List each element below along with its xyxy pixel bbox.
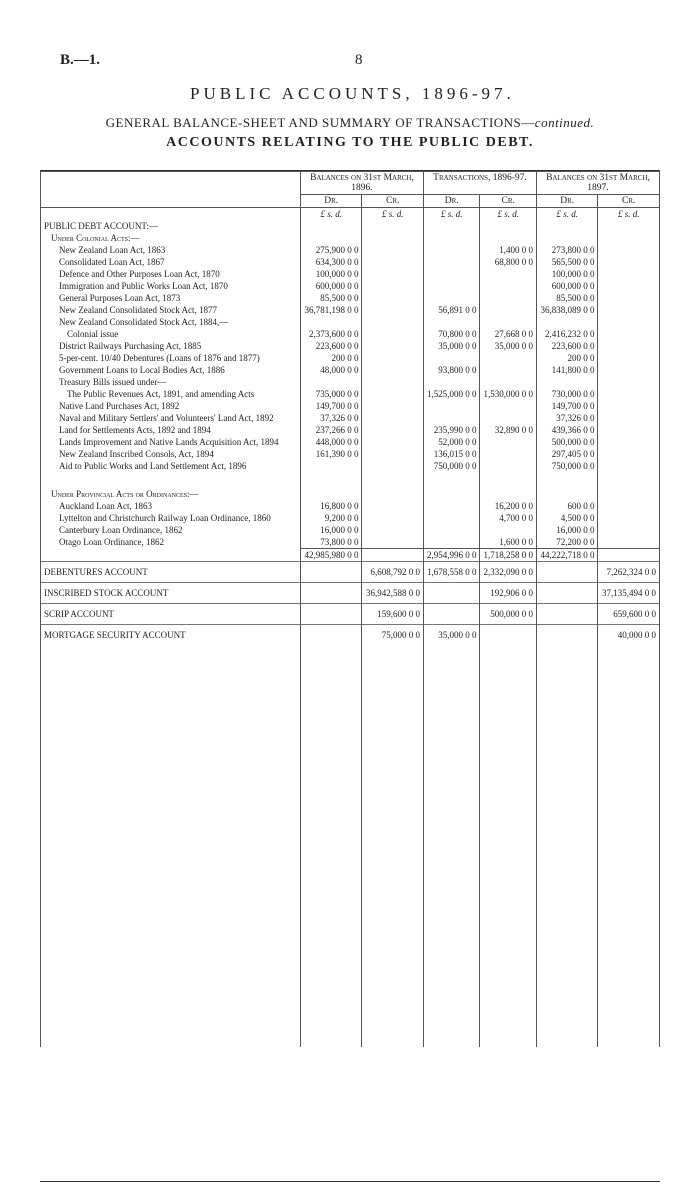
transactions-cr-cell: 27,668 0 0: [480, 328, 537, 340]
dr-1897-cell: 223,600 0 0: [536, 340, 598, 352]
units-label: £ s. d.: [362, 208, 424, 221]
dr-1897-cell: 85,500 0 0: [536, 292, 598, 304]
transactions-dr-cell: 1,525,000 0 0: [423, 388, 480, 400]
transactions-dr-cell: [423, 352, 480, 364]
transactions-cr-cell: [480, 412, 537, 424]
units-label: £ s. d.: [423, 208, 480, 221]
transactions-cr-cell: 2,332,090 0 0: [480, 562, 537, 583]
transactions-cr-cell: 1,400 0 0: [480, 244, 537, 256]
row-label: INSCRIBED STOCK ACCOUNT: [41, 583, 301, 604]
transactions-cr-cell: [480, 352, 537, 364]
dr-1896-cell: 237,266 0 0: [300, 424, 362, 436]
transactions-dr-cell: 70,800 0 0: [423, 328, 480, 340]
table-row: [41, 388, 660, 400]
cr-1896-cell: 6,608,792 0 0: [362, 562, 424, 583]
dr-1896-cell: 16,000 0 0: [300, 524, 362, 536]
dr-1896-cell: 200 0 0: [300, 352, 362, 364]
transactions-dr-cell: [423, 268, 480, 280]
dr-1896-cell: 9,200 0 0: [300, 512, 362, 524]
dr-1897-cell: 100,000 0 0: [536, 268, 598, 280]
dr-1897-cell: 297,405 0 0: [536, 448, 598, 460]
table-row: [41, 512, 660, 524]
cr-header: Cr.: [480, 195, 537, 208]
dr-1897-cell: 439,366 0 0: [536, 424, 598, 436]
dr-1896-cell: 36,781,198 0 0: [300, 304, 362, 316]
row-label: Lands Improvement and Native Lands Acquisition Act, 1894: [41, 436, 301, 448]
dr-1897-cell: 200 0 0: [536, 352, 598, 364]
cr-1896-cell: 159,600 0 0: [362, 604, 424, 625]
table-row: [41, 256, 660, 268]
transactions-dr-cell: [423, 244, 480, 256]
section-title: ACCOUNTS RELATING TO THE PUBLIC DEBT.: [166, 135, 534, 150]
table-row: [41, 316, 660, 328]
dr-1896-cell: 100,000 0 0: [300, 268, 362, 280]
provincial-acts-heading: Under Provincial Acts or Ordinances:—: [41, 488, 301, 500]
mortgage-security-account-row: [41, 625, 660, 646]
transactions-dr-cell: 750,000 0 0: [423, 460, 480, 472]
transactions-cr-cell: 35,000 0 0: [480, 340, 537, 352]
transactions-cr-cell: [480, 436, 537, 448]
transactions-cr-cell: 68,800 0 0: [480, 256, 537, 268]
cr-header: Cr.: [598, 195, 660, 208]
transactions-dr-cell: 136,015 0 0: [423, 448, 480, 460]
transactions-dr-cell: 56,891 0 0: [423, 304, 480, 316]
dr-1897-cell: 16,000 0 0: [536, 524, 598, 536]
table-row: [41, 524, 660, 536]
row-label: Native Land Purchases Act, 1892: [41, 400, 301, 412]
dr-header: Dr.: [423, 195, 480, 208]
transactions-cr-cell: [480, 448, 537, 460]
page-reference: B.—1.: [60, 52, 101, 68]
title-block: [40, 115, 660, 151]
transactions-dr-cell: [423, 524, 480, 536]
transactions-cr-cell: [480, 292, 537, 304]
row-label: New Zealand Consolidated Stock Act, 1884,—: [41, 316, 301, 328]
row-label: New Zealand Inscribed Consols, Act, 1894: [41, 448, 301, 460]
transactions-dr-cell: 235,990 0 0: [423, 424, 480, 436]
label-column-header: [41, 172, 301, 208]
main-title: GENERAL BALANCE-SHEET AND SUMMARY OF TRANSACTIONS—continued.: [105, 115, 595, 130]
row-label: SCRIP ACCOUNT: [41, 604, 301, 625]
dr-1896-cell: [300, 460, 362, 472]
transactions-dr-cell: [423, 412, 480, 424]
dr-1897-cell: 141,800 0 0: [536, 364, 598, 376]
dr-header: Dr.: [536, 195, 598, 208]
total-dr-1896: 42,985,980 0 0: [300, 549, 362, 562]
total-dr-1897: 44,222,718 0 0: [536, 549, 598, 562]
transactions-dr-cell: [423, 292, 480, 304]
dr-1896-cell: 2,373,600 0 0: [300, 328, 362, 340]
cr-1896-cell: 75,000 0 0: [362, 625, 424, 646]
dr-1897-cell: 500,000 0 0: [536, 436, 598, 448]
filler-row: [41, 645, 660, 1047]
main-title-continued: continued.: [534, 115, 595, 130]
cr-header: Cr.: [362, 195, 424, 208]
row-label: Aid to Public Works and Land Settlement Act, 1896: [41, 460, 301, 472]
subsection-heading: [41, 488, 660, 500]
row-label: MORTGAGE SECURITY ACCOUNT: [41, 625, 301, 646]
transactions-cr-cell: 1,600 0 0: [480, 536, 537, 549]
row-label: Canterbury Loan Ordinance, 1862: [41, 524, 301, 536]
table-row: [41, 268, 660, 280]
debentures-account-row: [41, 562, 660, 583]
dr-1896-cell: 73,800 0 0: [300, 536, 362, 549]
page-number: 8: [355, 52, 363, 68]
row-label: Consolidated Loan Act, 1867: [41, 256, 301, 268]
cr-1897-cell: 40,000 0 0: [598, 625, 660, 646]
transactions-dr-cell: 52,000 0 0: [423, 436, 480, 448]
row-label: Land for Settlements Acts, 1892 and 1894: [41, 424, 301, 436]
subsection-heading: [41, 232, 660, 244]
row-label: Colonial issue: [41, 328, 301, 340]
dr-1896-cell: 735,000 0 0: [300, 388, 362, 400]
scrip-account-row: [41, 604, 660, 625]
row-label: Lyttelton and Christchurch Railway Loan Ordinance, 1860: [41, 512, 301, 524]
table-row: [41, 424, 660, 436]
cr-1896-cell: 36,942,588 0 0: [362, 583, 424, 604]
transactions-dr-cell: [423, 400, 480, 412]
row-label: Treasury Bills issued under—: [41, 376, 301, 388]
transactions-cr-cell: [480, 268, 537, 280]
table-row: [41, 436, 660, 448]
row-label: Auckland Loan Act, 1863: [41, 500, 301, 512]
row-label: New Zealand Consolidated Stock Act, 1877: [41, 304, 301, 316]
transactions-cr-cell: 4,700 0 0: [480, 512, 537, 524]
dr-1897-cell: 600,000 0 0: [536, 280, 598, 292]
transactions-dr-cell: [423, 500, 480, 512]
dr-header: Dr.: [300, 195, 362, 208]
units-row: [41, 208, 660, 221]
row-label: DEBENTURES ACCOUNT: [41, 562, 301, 583]
row-label: The Public Revenues Act, 1891, and amending Acts: [41, 388, 301, 400]
transactions-dr-cell: 93,800 0 0: [423, 364, 480, 376]
dr-1897-cell: 730,000 0 0: [536, 388, 598, 400]
table-row: [41, 364, 660, 376]
transactions-cr-cell: [480, 460, 537, 472]
section-heading: [41, 220, 660, 232]
transactions-cr-cell: 192,906 0 0: [480, 583, 537, 604]
transactions-cr-cell: [480, 304, 537, 316]
balances-1897-header: Balances on 31st March, 1897.: [536, 172, 659, 195]
dr-1897-cell: 600 0 0: [536, 500, 598, 512]
units-label: £ s. d.: [598, 208, 660, 221]
dr-1896-cell: 149,700 0 0: [300, 400, 362, 412]
total-transactions-cr: 1,718,258 0 0: [480, 549, 537, 562]
dr-1896-cell: 16,800 0 0: [300, 500, 362, 512]
row-label: Otago Loan Ordinance, 1862: [41, 536, 301, 549]
dr-1896-cell: 600,000 0 0: [300, 280, 362, 292]
table-row: [41, 352, 660, 364]
transactions-cr-cell: 500,000 0 0: [480, 604, 537, 625]
transactions-cr-cell: 1,530,000 0 0: [480, 388, 537, 400]
transactions-dr-cell: [423, 256, 480, 268]
ledger-frame: [40, 170, 660, 1182]
row-label: Government Loans to Local Bodies Act, 1886: [41, 364, 301, 376]
transactions-cr-cell: [480, 524, 537, 536]
dr-1896-cell: 634,300 0 0: [300, 256, 362, 268]
dr-1896-cell: 448,000 0 0: [300, 436, 362, 448]
dr-1897-cell: 36,838,089 0 0: [536, 304, 598, 316]
transactions-dr-cell: 35,000 0 0: [423, 340, 480, 352]
dr-1897-cell: 149,700 0 0: [536, 400, 598, 412]
dr-1897-cell: 565,500 0 0: [536, 256, 598, 268]
balances-1896-header: Balances on 31st March, 1896.: [300, 172, 423, 195]
total-transactions-dr: 2,954,996 0 0: [423, 549, 480, 562]
dr-1896-cell: 275,900 0 0: [300, 244, 362, 256]
transactions-cr-cell: 16,200 0 0: [480, 500, 537, 512]
transactions-cr-cell: [480, 280, 537, 292]
row-label: Defence and Other Purposes Loan Act, 1870: [41, 268, 301, 280]
units-label: £ s. d.: [536, 208, 598, 221]
row-label: 5-per-cent. 10/40 Debentures (Loans of 1876 and 1877): [41, 352, 301, 364]
dr-1897-cell: 2,416,232 0 0: [536, 328, 598, 340]
inscribed-stock-account-row: [41, 583, 660, 604]
totals-row: [41, 549, 660, 562]
transactions-header: Transactions, 1896-97.: [423, 172, 536, 195]
dr-1896-cell: 48,000 0 0: [300, 364, 362, 376]
column-group-header: [41, 172, 660, 195]
transactions-cr-cell: [480, 364, 537, 376]
dr-1897-cell: 37,326 0 0: [536, 412, 598, 424]
dr-1897-cell: 4,500 0 0: [536, 512, 598, 524]
row-label: New Zealand Loan Act, 1863: [41, 244, 301, 256]
transactions-dr-cell: [423, 536, 480, 549]
public-debt-table: [40, 171, 660, 1047]
colonial-acts-heading: Under Colonial Acts:—: [41, 232, 301, 244]
dr-1896-cell: 161,390 0 0: [300, 448, 362, 460]
table-row: [41, 500, 660, 512]
transactions-cr-cell: [480, 400, 537, 412]
row-label: Naval and Military Settlers' and Volunteers' Land Act, 1892: [41, 412, 301, 424]
table-row: [41, 328, 660, 340]
cr-1897-cell: 7,262,324 0 0: [598, 562, 660, 583]
units-label: £ s. d.: [300, 208, 362, 221]
dr-1896-cell: 223,600 0 0: [300, 340, 362, 352]
transactions-dr-cell: [423, 280, 480, 292]
public-debt-account-heading: PUBLIC DEBT ACCOUNT:—: [41, 220, 301, 232]
dr-1897-cell: 750,000 0 0: [536, 460, 598, 472]
table-row: [41, 304, 660, 316]
transactions-cr-cell: 32,890 0 0: [480, 424, 537, 436]
transactions-dr-cell: 1,678,558 0 0: [423, 562, 480, 583]
table-row: [41, 536, 660, 549]
cr-1897-cell: 37,135,494 0 0: [598, 583, 660, 604]
row-label: District Railways Purchasing Act, 1885: [41, 340, 301, 352]
dr-1896-cell: 37,326 0 0: [300, 412, 362, 424]
dr-1897-cell: 72,200 0 0: [536, 536, 598, 549]
table-row: [41, 412, 660, 424]
transactions-dr-cell: 35,000 0 0: [423, 625, 480, 646]
table-row: [41, 448, 660, 460]
dr-1897-cell: 273,800 0 0: [536, 244, 598, 256]
row-label: Immigration and Public Works Loan Act, 1870: [41, 280, 301, 292]
spacer-row: [41, 472, 660, 488]
transactions-dr-cell: [423, 512, 480, 524]
table-row: [41, 376, 660, 388]
table-row: [41, 244, 660, 256]
table-row: [41, 340, 660, 352]
table-row: [41, 292, 660, 304]
row-label: General Purposes Loan Act, 1873: [41, 292, 301, 304]
cr-1897-cell: 659,600 0 0: [598, 604, 660, 625]
dr-1896-cell: 85,500 0 0: [300, 292, 362, 304]
table-row: [41, 460, 660, 472]
units-label: £ s. d.: [480, 208, 537, 221]
table-row: [41, 280, 660, 292]
running-title: PUBLIC ACCOUNTS, 1896-97.: [190, 84, 515, 103]
table-row: [41, 400, 660, 412]
